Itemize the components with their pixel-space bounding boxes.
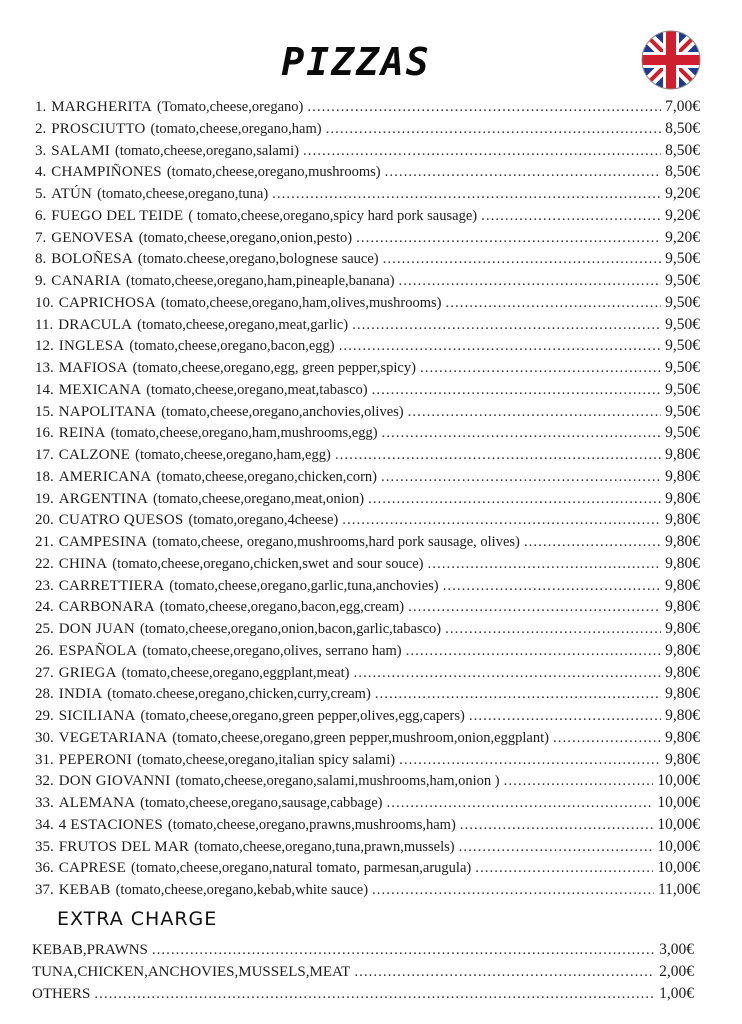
dot-leader bbox=[504, 771, 654, 792]
item-price: 8,50€ bbox=[665, 119, 700, 137]
item-price: 9,80€ bbox=[665, 467, 700, 485]
item-number: 6. bbox=[35, 207, 47, 224]
item-price: 9,50€ bbox=[665, 424, 700, 442]
extra-charge-list bbox=[32, 939, 694, 1005]
menu-item bbox=[35, 575, 700, 597]
item-name: CARBONARA bbox=[58, 599, 155, 616]
dot-leader bbox=[352, 315, 661, 336]
item-name: SICILIANA bbox=[58, 708, 136, 724]
uk-flag-icon bbox=[641, 30, 701, 90]
item-name: DRACULA bbox=[58, 316, 133, 333]
item-price: 9,50€ bbox=[665, 337, 700, 355]
item-number: 24. bbox=[35, 599, 54, 616]
item-price: 10,00€ bbox=[657, 794, 700, 811]
item-number: 37. bbox=[35, 882, 54, 898]
item-name: CAMPESINA bbox=[58, 534, 148, 550]
dot-leader bbox=[427, 554, 661, 575]
dot-leader bbox=[372, 380, 662, 401]
item-number: 11. bbox=[35, 316, 54, 333]
item-name: BOLOÑESA bbox=[51, 251, 133, 268]
item-price: 10,00€ bbox=[657, 772, 700, 790]
menu-item bbox=[35, 248, 700, 270]
item-ingredients: (tomato,cheese,oregano,salami) bbox=[114, 142, 299, 159]
dot-leader bbox=[339, 336, 661, 357]
item-number: 26. bbox=[35, 642, 54, 659]
menu-item bbox=[35, 292, 700, 314]
item-number: 4. bbox=[35, 164, 47, 181]
menu-item bbox=[35, 379, 700, 401]
dot-leader bbox=[469, 706, 661, 727]
item-number: 3. bbox=[35, 142, 47, 159]
dot-leader bbox=[354, 663, 662, 684]
menu-item bbox=[35, 335, 700, 357]
extra-price: 2,00€ bbox=[659, 963, 694, 980]
item-name: FUEGO DEL TEIDE bbox=[51, 207, 184, 224]
menu-item bbox=[35, 183, 700, 205]
item-number: 15. bbox=[35, 403, 54, 420]
item-name: CUATRO QUESOS bbox=[58, 512, 184, 529]
item-ingredients: (tomato,cheese,oregano,chicken,corn) bbox=[156, 468, 378, 485]
item-ingredients: (Tomato,cheese,oregano) bbox=[157, 99, 304, 115]
dot-leader bbox=[382, 423, 662, 444]
item-number: 17. bbox=[35, 447, 54, 463]
item-price: 9,80€ bbox=[665, 446, 700, 463]
item-name: ESPAÑOLA bbox=[58, 642, 138, 659]
menu-item bbox=[35, 118, 700, 140]
menu-item bbox=[35, 770, 700, 792]
item-price: 9,80€ bbox=[665, 641, 700, 659]
item-price: 7,00€ bbox=[665, 98, 700, 115]
item-ingredients: (tomato,oregano,4cheese) bbox=[188, 512, 339, 529]
item-name: CHAMPIÑONES bbox=[51, 164, 162, 181]
item-number: 10. bbox=[35, 294, 54, 311]
item-number: 27. bbox=[35, 664, 54, 681]
item-ingredients: (tomato,cheese,oregano,prawns,mushrooms,ham) bbox=[167, 816, 456, 833]
menu-item bbox=[35, 749, 700, 771]
item-ingredients: (tomato,cheese,oregano,meat,onion) bbox=[153, 490, 365, 507]
item-name: INDIA bbox=[58, 686, 103, 703]
item-price: 9,20€ bbox=[665, 228, 700, 246]
item-ingredients: (tomato,cheese,oregano,garlic,tuna,anchovies) bbox=[169, 577, 439, 594]
item-ingredients: (tomato,cheese,oregano,ham) bbox=[150, 120, 322, 137]
dot-leader bbox=[445, 293, 661, 314]
item-price: 9,80€ bbox=[665, 511, 700, 529]
item-price: 9,50€ bbox=[665, 359, 700, 376]
item-price: 10,00€ bbox=[657, 837, 700, 855]
item-name: INGLESA bbox=[58, 338, 125, 355]
dot-leader bbox=[408, 597, 661, 618]
item-price: 9,80€ bbox=[665, 728, 700, 746]
item-name: MARGHERITA bbox=[51, 99, 153, 115]
item-number: 23. bbox=[35, 577, 54, 594]
item-price: 9,80€ bbox=[665, 533, 700, 550]
item-number: 36. bbox=[35, 860, 54, 877]
item-ingredients: (tomato,cheese,oregano,bacon,egg) bbox=[129, 338, 335, 355]
menu-item bbox=[35, 140, 700, 162]
menu-item bbox=[35, 596, 700, 618]
item-price: 8,50€ bbox=[665, 141, 700, 159]
pizza-list bbox=[35, 96, 700, 901]
item-price: 11,00€ bbox=[657, 881, 700, 898]
menu-item bbox=[35, 553, 700, 575]
dot-leader bbox=[368, 489, 661, 510]
extra-charge-item bbox=[32, 961, 694, 983]
menu-item bbox=[35, 227, 700, 249]
item-price: 10,00€ bbox=[657, 859, 700, 877]
item-ingredients: (tomato,cheese,oregano,mushrooms) bbox=[166, 164, 381, 181]
dot-leader bbox=[459, 837, 654, 858]
item-ingredients: (tomato,cheese,oregano,green pepper,mushroom,onion,eggplant) bbox=[172, 729, 549, 746]
extra-label: TUNA,CHICKEN,ANCHOVIES,MUSSELS,MEAT bbox=[32, 964, 351, 980]
item-name: AMERICANA bbox=[58, 468, 152, 485]
item-ingredients: (tomato,cheese,oregano,ham,mushrooms,egg) bbox=[110, 425, 378, 442]
dot-leader bbox=[342, 510, 661, 531]
dot-leader bbox=[335, 445, 661, 466]
item-number: 30. bbox=[35, 729, 54, 746]
dot-leader bbox=[481, 206, 661, 227]
item-price: 9,80€ bbox=[665, 489, 700, 507]
dot-leader bbox=[372, 880, 654, 901]
item-ingredients: (tomato,cheese,oregano,meat,garlic) bbox=[137, 316, 349, 333]
item-number: 29. bbox=[35, 708, 54, 724]
item-price: 9,80€ bbox=[665, 663, 700, 681]
menu-item bbox=[35, 401, 700, 423]
item-ingredients: (tomato,cheese,oregano,olives, serrano ham) bbox=[142, 642, 402, 659]
item-price: 9,80€ bbox=[665, 554, 700, 572]
item-name: GENOVESA bbox=[51, 229, 134, 246]
item-ingredients: (tomato,cheese,oregano,ham,pineaple,banana) bbox=[126, 273, 395, 289]
item-price: 9,80€ bbox=[665, 750, 700, 768]
item-ingredients: (tomato,cheese,oregano,eggplant,meat) bbox=[121, 664, 350, 681]
item-name: CALZONE bbox=[58, 447, 131, 463]
item-ingredients: (tomato,cheese,oregano,natural tomato, parmesan,arugula) bbox=[131, 860, 472, 877]
item-number: 34. bbox=[35, 816, 54, 833]
item-number: 31. bbox=[35, 751, 54, 768]
menu-item bbox=[35, 618, 700, 640]
menu-item bbox=[35, 205, 700, 227]
item-ingredients: (tomato,cheese,oregano,ham,egg) bbox=[135, 447, 331, 463]
item-name: CAPRESE bbox=[58, 860, 127, 877]
dot-leader bbox=[272, 184, 661, 205]
item-name: KEBAB bbox=[58, 882, 111, 898]
dot-leader bbox=[326, 119, 662, 140]
item-ingredients: (tomato,cheese,oregano,kebab,white sauce) bbox=[115, 882, 369, 898]
item-number: 1. bbox=[35, 99, 47, 115]
item-name: GRIEGA bbox=[58, 664, 117, 681]
item-number: 12. bbox=[35, 338, 54, 355]
menu-item bbox=[35, 662, 700, 684]
dot-leader bbox=[406, 641, 662, 662]
dot-leader bbox=[399, 271, 662, 292]
item-price: 10,00€ bbox=[657, 815, 700, 833]
item-name: FRUTOS DEL MAR bbox=[58, 838, 190, 855]
dot-leader bbox=[307, 97, 661, 118]
extra-label: KEBAB,PRAWNS bbox=[32, 942, 148, 958]
item-ingredients: (tomato,cheese,oregano,egg, green pepper,spicy) bbox=[132, 360, 416, 376]
item-price: 9,50€ bbox=[665, 402, 700, 420]
menu-item bbox=[35, 466, 700, 488]
dot-leader bbox=[475, 858, 653, 879]
item-ingredients: (tomato,cheese,oregano,salami,mushrooms,ham,onion ) bbox=[175, 773, 500, 790]
menu-item bbox=[35, 531, 700, 553]
item-price: 9,50€ bbox=[665, 293, 700, 311]
item-price: 9,50€ bbox=[665, 380, 700, 398]
menu-item bbox=[35, 509, 700, 531]
item-number: 35. bbox=[35, 838, 54, 855]
dot-leader bbox=[383, 249, 662, 270]
item-price: 9,50€ bbox=[665, 250, 700, 268]
item-number: 13. bbox=[35, 360, 54, 376]
item-ingredients: (tomato,cheese,oregano,chicken,swet and sour souce) bbox=[112, 555, 424, 572]
dot-leader bbox=[420, 358, 661, 379]
menu-item bbox=[35, 444, 700, 466]
dot-leader bbox=[408, 402, 662, 423]
item-ingredients: ( tomato,cheese,oregano,spicy hard pork sausage) bbox=[188, 207, 478, 224]
item-price: 9,50€ bbox=[665, 272, 700, 289]
item-ingredients: (tomato,cheese, oregano,mushrooms,hard pork sausage, olives) bbox=[152, 534, 520, 550]
item-name: CARRETTIERA bbox=[58, 577, 165, 594]
item-number: 32. bbox=[35, 773, 54, 790]
item-number: 5. bbox=[35, 186, 47, 202]
menu-item bbox=[35, 96, 700, 118]
item-name: MAFIOSA bbox=[58, 360, 128, 376]
item-ingredients: (tomato,cheese,oregano,onion,bacon,garlic,tabasco) bbox=[139, 621, 442, 637]
item-number: 33. bbox=[35, 795, 54, 811]
dot-leader bbox=[152, 939, 655, 961]
item-price: 9,20€ bbox=[665, 206, 700, 224]
item-name: NAPOLITANA bbox=[58, 403, 157, 420]
item-name: CHINA bbox=[58, 555, 108, 572]
menu-item bbox=[35, 488, 700, 510]
item-price: 9,50€ bbox=[665, 315, 700, 333]
dot-leader bbox=[94, 983, 655, 1005]
item-ingredients: (tomato,cheese,oregano,bacon,egg,cream) bbox=[159, 599, 405, 616]
extra-price: 1,00€ bbox=[659, 985, 694, 1002]
menu-item bbox=[35, 836, 700, 858]
item-price: 9,80€ bbox=[665, 598, 700, 616]
dot-leader bbox=[399, 750, 661, 771]
extra-charge-item bbox=[32, 939, 694, 961]
item-number: 8. bbox=[35, 251, 47, 268]
dot-leader bbox=[553, 728, 661, 749]
item-number: 16. bbox=[35, 425, 54, 442]
item-name: REINA bbox=[58, 425, 106, 442]
item-name: CANARIA bbox=[51, 273, 121, 289]
item-ingredients: (tomato,cheese,oregano,sausage,cabbage) bbox=[140, 795, 383, 811]
item-number: 28. bbox=[35, 686, 54, 703]
menu-item bbox=[35, 857, 700, 879]
menu-item bbox=[35, 270, 700, 292]
dot-leader bbox=[524, 532, 661, 553]
item-number: 7. bbox=[35, 229, 47, 246]
item-price: 9,20€ bbox=[665, 185, 700, 202]
item-ingredients: (tomato,cheese,oregano,anchovies,olives) bbox=[161, 403, 404, 420]
item-number: 18. bbox=[35, 468, 54, 485]
item-ingredients: (tomato,cheese,oregano,green pepper,olives,egg,capers) bbox=[140, 708, 465, 724]
dot-leader bbox=[385, 162, 662, 183]
menu-item bbox=[35, 314, 700, 336]
item-ingredients: (tomato.cheese,oregano,chicken,curry,cream) bbox=[107, 686, 371, 703]
page-title: PIZZAS bbox=[281, 40, 431, 84]
dot-leader bbox=[303, 141, 661, 162]
dot-leader bbox=[443, 576, 662, 597]
item-price: 9,80€ bbox=[665, 620, 700, 637]
dot-leader bbox=[460, 815, 654, 836]
menu-item bbox=[35, 705, 700, 727]
item-name: ATÚN bbox=[51, 186, 93, 202]
item-name: DON JUAN bbox=[58, 621, 135, 637]
dot-leader bbox=[381, 467, 661, 488]
item-number: 21. bbox=[35, 534, 54, 550]
item-name: DON GIOVANNI bbox=[58, 773, 171, 790]
item-price: 8,50€ bbox=[665, 163, 700, 181]
item-name: 4 ESTACIONES bbox=[58, 816, 163, 833]
menu-item bbox=[35, 879, 700, 901]
item-number: 14. bbox=[35, 381, 54, 398]
extra-price: 3,00€ bbox=[659, 941, 694, 958]
menu-item bbox=[35, 683, 700, 705]
dot-leader bbox=[356, 228, 661, 249]
item-ingredients: (tomato.cheese,oregano,bolognese sauce) bbox=[137, 251, 379, 268]
menu-item bbox=[35, 727, 700, 749]
menu-item bbox=[35, 161, 700, 183]
dot-leader bbox=[445, 619, 661, 640]
item-name: ALEMANA bbox=[58, 795, 136, 811]
item-name: PROSCIUTTO bbox=[51, 120, 146, 137]
menu-item bbox=[35, 422, 700, 444]
menu-item bbox=[35, 357, 700, 379]
menu-item bbox=[35, 792, 700, 814]
dot-leader bbox=[387, 793, 654, 814]
item-ingredients: (tomato,cheese,oregano,meat,tabasco) bbox=[146, 381, 368, 398]
item-number: 2. bbox=[35, 120, 47, 137]
menu-item bbox=[35, 640, 700, 662]
item-price: 9,80€ bbox=[665, 707, 700, 724]
item-ingredients: (tomato,cheese,oregano,tuna,prawn,mussels) bbox=[194, 838, 455, 855]
item-price: 9,80€ bbox=[665, 576, 700, 594]
item-name: ARGENTINA bbox=[58, 490, 149, 507]
extra-charge-heading: EXTRA CHARGE bbox=[57, 908, 218, 930]
item-ingredients: (tomato,cheese,oregano,italian spicy salami) bbox=[137, 751, 396, 768]
item-number: 9. bbox=[35, 273, 47, 289]
extra-charge-item bbox=[32, 983, 694, 1005]
item-price: 9,80€ bbox=[665, 685, 700, 703]
item-number: 20. bbox=[35, 512, 54, 529]
item-number: 19. bbox=[35, 490, 54, 507]
item-name: VEGETARIANA bbox=[58, 729, 168, 746]
dot-leader bbox=[354, 961, 655, 983]
menu-item bbox=[35, 814, 700, 836]
item-name: SALAMI bbox=[51, 142, 110, 159]
item-ingredients: (tomato,cheese,oregano,ham,olives,mushrooms) bbox=[160, 294, 442, 311]
item-name: MEXICANA bbox=[58, 381, 142, 398]
item-name: CAPRICHOSA bbox=[58, 294, 156, 311]
extra-label: OTHERS bbox=[32, 986, 91, 1002]
item-ingredients: (tomato,cheese,oregano,tuna) bbox=[97, 186, 269, 202]
dot-leader bbox=[375, 684, 661, 705]
item-ingredients: (tomato,cheese,oregano,onion,pesto) bbox=[138, 229, 353, 246]
item-number: 25. bbox=[35, 621, 54, 637]
item-number: 22. bbox=[35, 555, 54, 572]
item-name: PEPERONI bbox=[58, 751, 133, 768]
